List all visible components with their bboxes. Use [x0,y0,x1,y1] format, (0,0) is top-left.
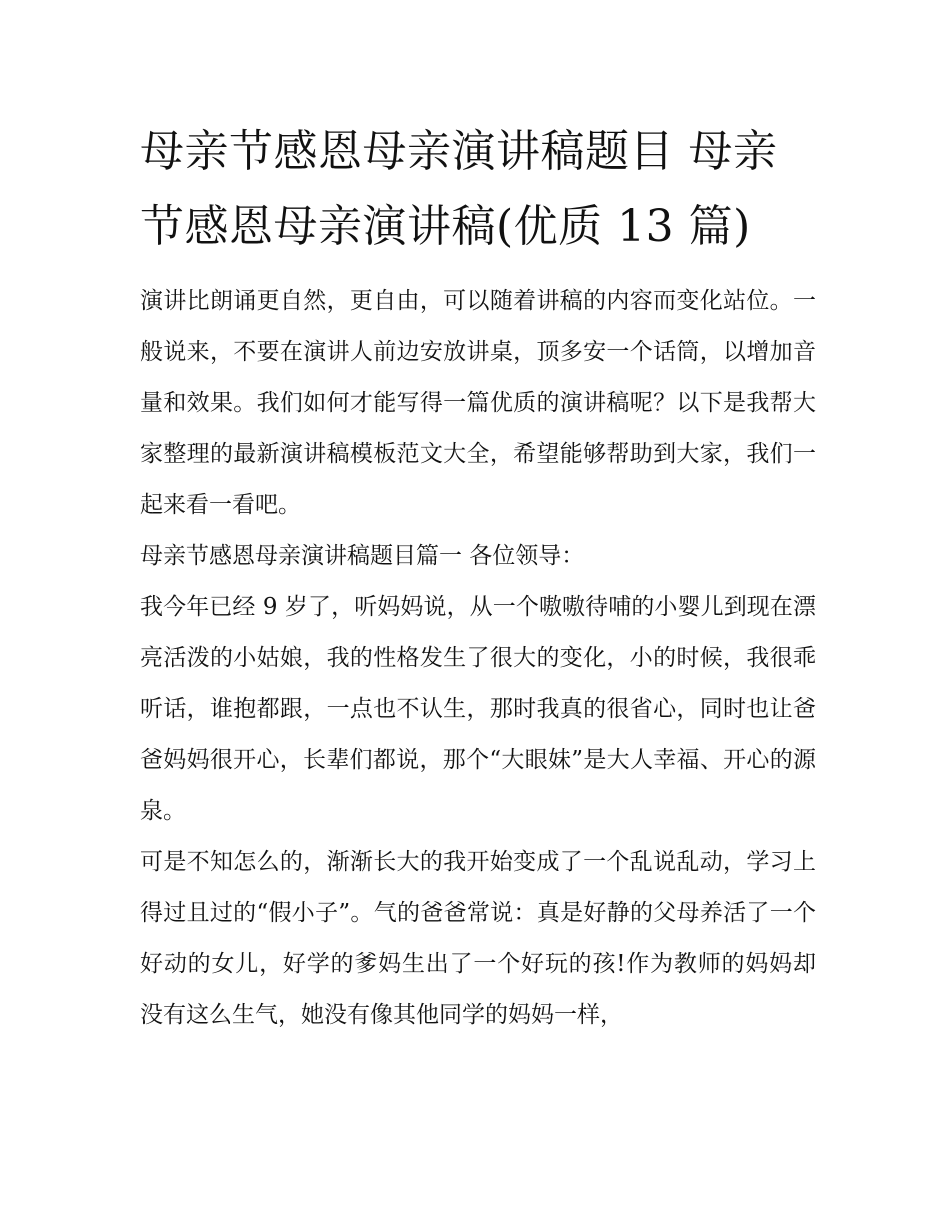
document-title: 母亲节感恩母亲演讲稿题目 母亲节感恩母亲演讲稿(优质 13 篇) [140,126,778,252]
document-page [140,114,816,1041]
intro-paragraph: 演讲比朗诵更自然，更自由，可以随着讲稿的内容而变化站位。一般说来，不要在演讲人前边安放讲桌，顶多安一个话筒，以增加音量和效果。我们如何才能写得一篇优质的演讲稿呢？以下是我帮大家整理的最新演讲稿模板范文大全，希望能够帮助到大家，我们一起来看一看吧。 [140,288,816,518]
section-heading: 母亲节感恩母亲演讲稿题目篇一 各位领导： [140,543,585,569]
body-paragraph: 我今年已经 9 岁了，听妈妈说，从一个嗷嗷待哺的小婴儿到现在漂亮活泼的小姑娘，我的性格发生了很大的变化，小的时候，我很乖听话，谁抱都跟，一点也不认生，那时我真的很省心，同时也让爸爸妈妈很开心，长辈们都说，那个“大眼妹”是大人幸福、开心的源泉。 [140,594,816,824]
body-paragraph: 可是不知怎么的，渐渐长大的我开始变成了一个乱说乱动，学习上得过且过的“假小子”。气的爸爸常说：真是好静的父母养活了一个好动的女儿，好学的爹妈生出了一个好玩的孩!作为教师的妈妈却没有这么生气，她没有像其他同学的妈妈一样， [140,849,816,1028]
